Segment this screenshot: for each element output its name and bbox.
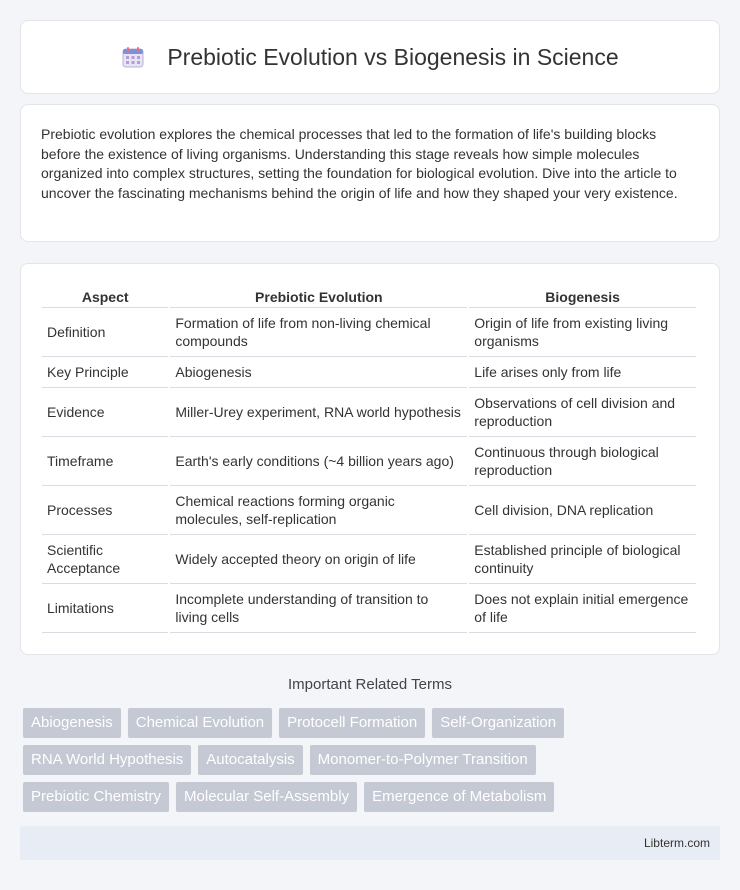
row-aspect: Timeframe [42, 437, 168, 486]
intro-paragraph: Prebiotic evolution explores the chemical processes that led to the formation of life's building blocks before the existence of living organisms. Understanding this stage reveals how simple molecules organized into complex structures, setting the foundation for biological evolution. Dive into the article to uncover the fascinating mechanisms behind the origin of life and how they shaped your very existence. [41, 126, 678, 201]
tag-rna-world-hypothesis[interactable]: RNA World Hypothesis [23, 745, 191, 775]
row-biogenesis: Established principle of biological continuity [469, 535, 696, 584]
row-biogenesis: Continuous through biological reproduction [469, 437, 696, 486]
header-aspect: Aspect [42, 284, 168, 308]
row-prebiotic: Formation of life from non-living chemical compounds [170, 308, 467, 357]
row-biogenesis: Origin of life from existing living organisms [469, 308, 696, 357]
table-row [42, 584, 696, 633]
table-row [42, 535, 696, 584]
row-biogenesis: Does not explain initial emergence of life [469, 584, 696, 633]
row-aspect: Limitations [42, 584, 168, 633]
tag-protocell-formation[interactable]: Protocell Formation [279, 708, 425, 738]
table-row [42, 308, 696, 357]
header-prebiotic-evolution: Prebiotic Evolution [170, 284, 467, 308]
row-aspect: Evidence [42, 388, 168, 437]
comparison-table [40, 284, 698, 633]
row-prebiotic: Earth's early conditions (~4 billion years ago) [170, 437, 467, 486]
tag-chemical-evolution[interactable]: Chemical Evolution [128, 708, 272, 738]
tag-monomer-to-polymer-transition[interactable]: Monomer-to-Polymer Transition [310, 745, 536, 775]
calendar-icon [121, 45, 145, 69]
tag-molecular-self-assembly[interactable]: Molecular Self-Assembly [176, 782, 357, 812]
row-biogenesis: Cell division, DNA replication [469, 486, 696, 535]
row-prebiotic: Chemical reactions forming organic molecules, self-replication [170, 486, 467, 535]
table-row [42, 357, 696, 388]
row-biogenesis: Observations of cell division and reproduction [469, 388, 696, 437]
footer [20, 826, 720, 860]
tag-abiogenesis[interactable]: Abiogenesis [23, 708, 121, 738]
title-card [20, 20, 720, 94]
row-prebiotic: Abiogenesis [170, 357, 467, 388]
related-terms-tags [23, 708, 723, 819]
table-row [42, 388, 696, 437]
tag-self-organization[interactable]: Self-Organization [432, 708, 564, 738]
intro-card [20, 104, 720, 242]
row-biogenesis: Life arises only from life [469, 357, 696, 388]
tag-row [23, 745, 723, 775]
tag-row [23, 782, 723, 812]
header-biogenesis: Biogenesis [469, 284, 696, 308]
page-title: Prebiotic Evolution vs Biogenesis in Science [167, 43, 619, 70]
tag-autocatalysis[interactable]: Autocatalysis [198, 745, 302, 775]
row-aspect: Definition [42, 308, 168, 357]
related-terms-title: Important Related Terms [288, 676, 452, 693]
tag-row [23, 708, 723, 738]
table-header-row [42, 284, 696, 308]
row-aspect: Scientific Acceptance [42, 535, 168, 584]
row-prebiotic: Widely accepted theory on origin of life [170, 535, 467, 584]
row-aspect: Key Principle [42, 357, 168, 388]
tag-prebiotic-chemistry[interactable]: Prebiotic Chemistry [23, 782, 169, 812]
row-aspect: Processes [42, 486, 168, 535]
tag-emergence-of-metabolism[interactable]: Emergence of Metabolism [364, 782, 554, 812]
row-prebiotic: Incomplete understanding of transition to living cells [170, 584, 467, 633]
table-row [42, 486, 696, 535]
footer-site-link[interactable]: Libterm.com [643, 836, 710, 850]
row-prebiotic: Miller-Urey experiment, RNA world hypothesis [170, 388, 467, 437]
comparison-table-card [20, 263, 720, 655]
table-row [42, 437, 696, 486]
